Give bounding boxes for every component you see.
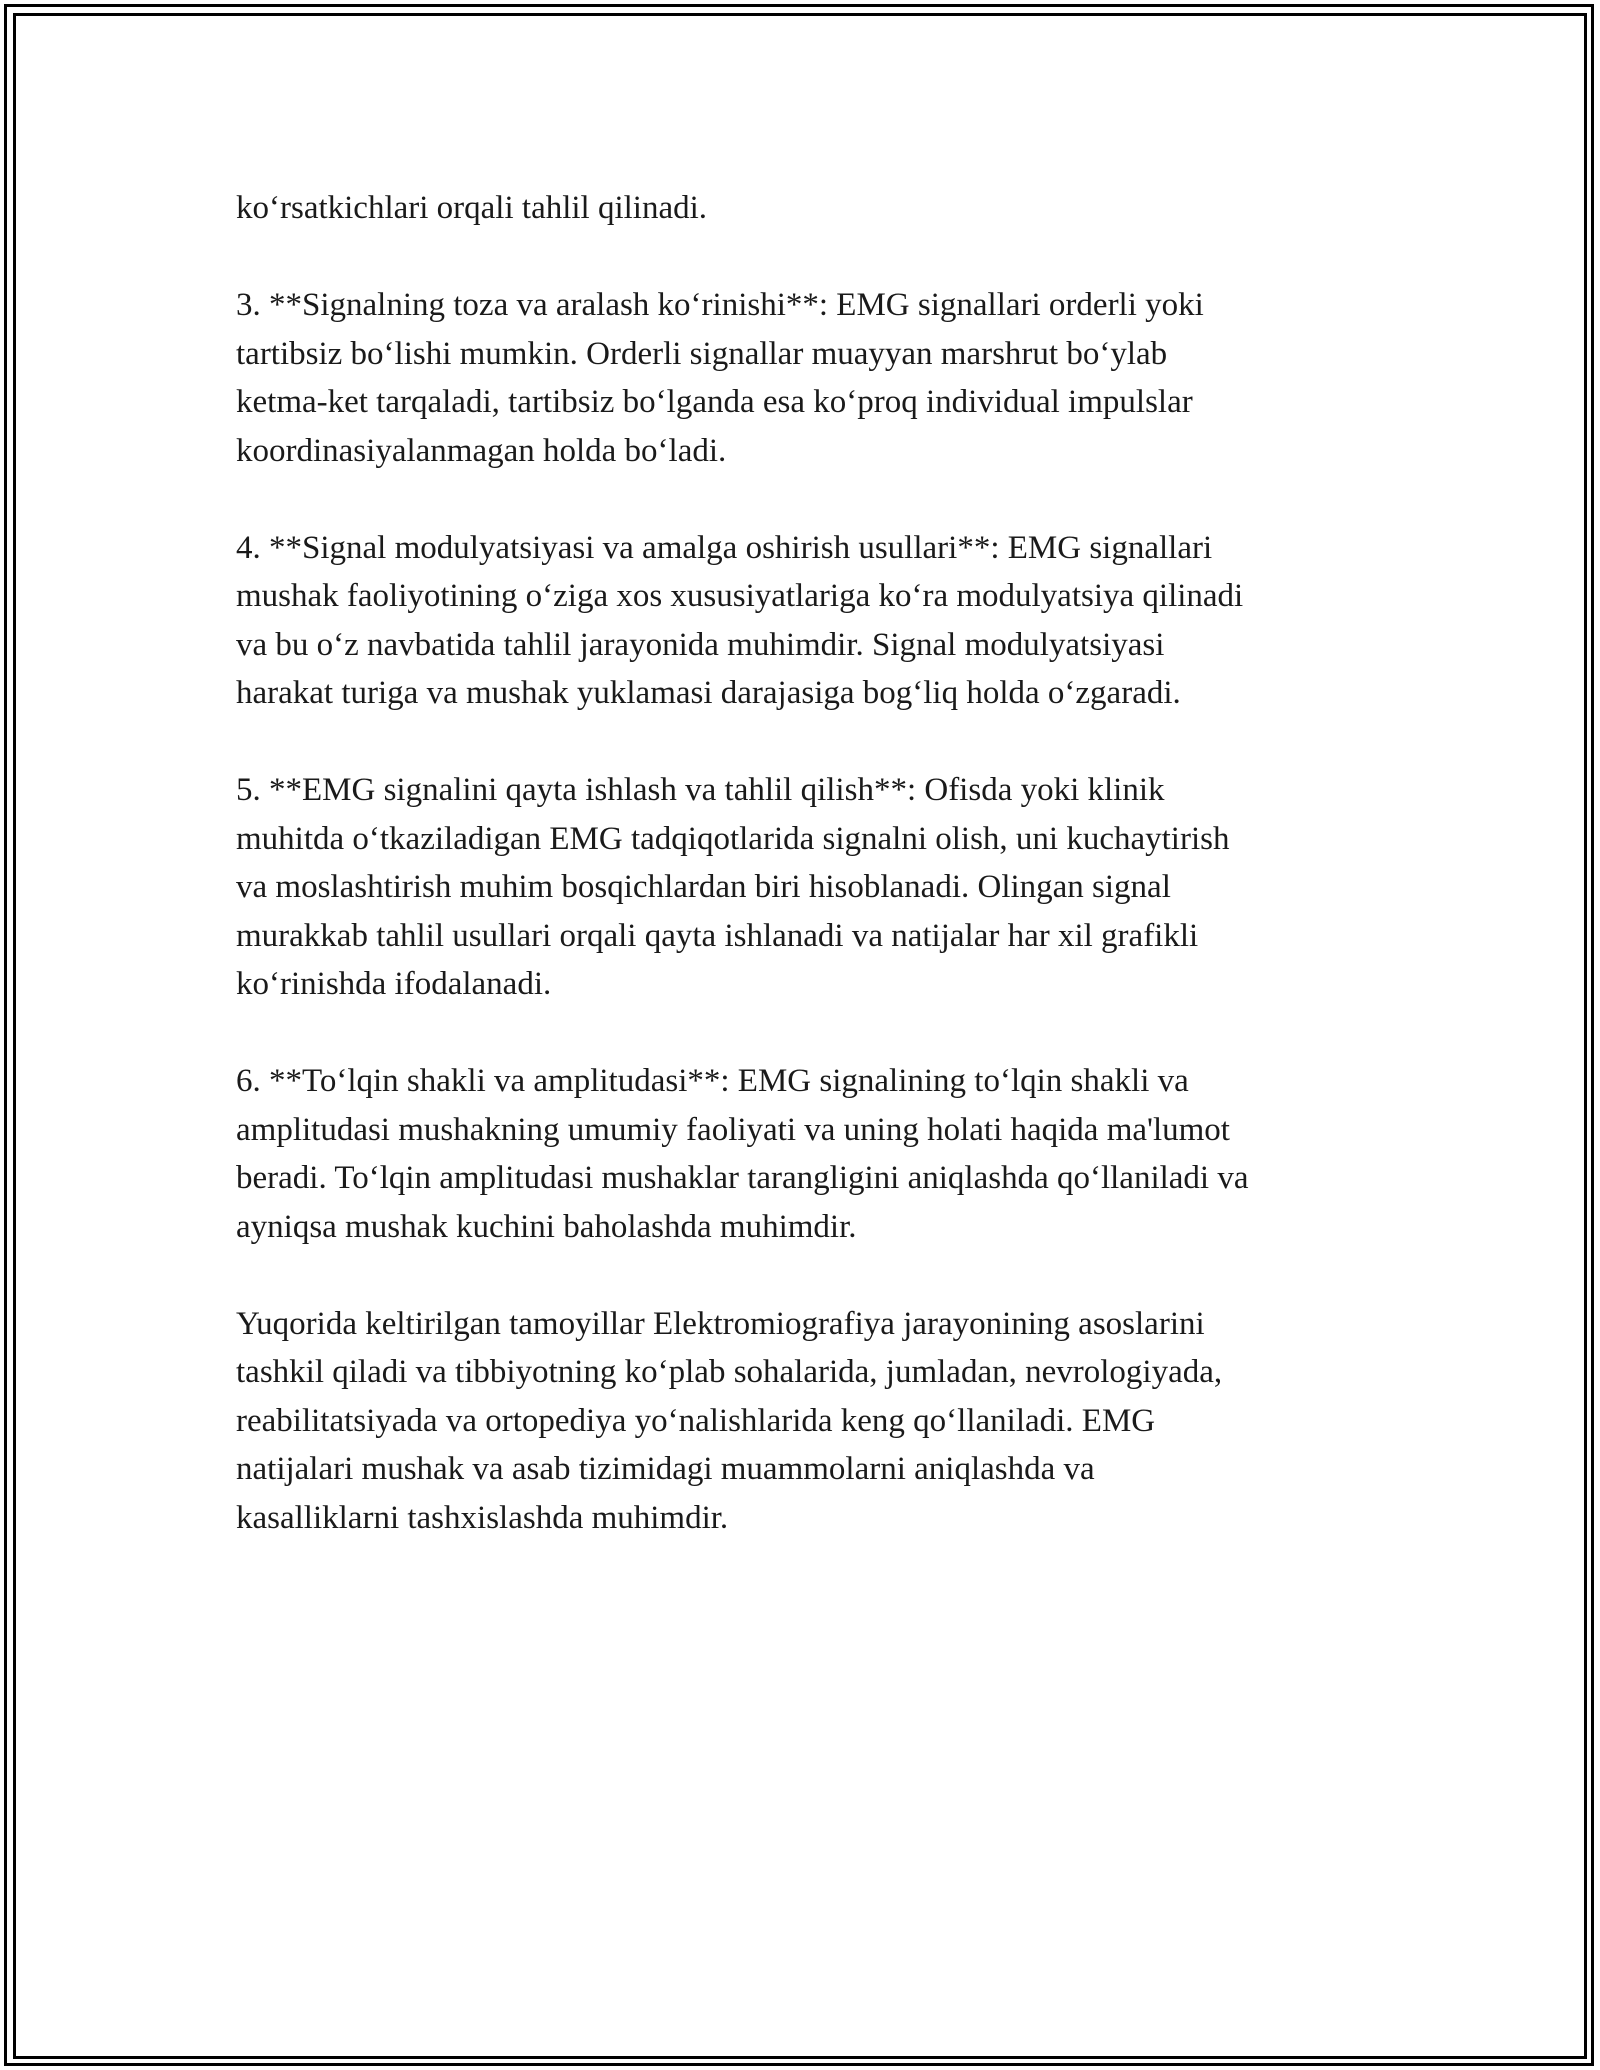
text-line: Yuqorida keltirilgan tamoyillar Elektromiografiya jarayonining asoslarini [236,1305,1205,1342]
text-line: va bu o‘z navbatida tahlil jarayonida muhimdir. Signal modulyatsiyasi [236,626,1165,663]
text-line: tashkil qiladi va tibbiyotning ko‘plab sohalarida, jumladan, nevrologiyada, [236,1354,1223,1390]
text-line: ketma-ket tarqaladi, tartibsiz bo‘lganda esa ko‘proq individual impulslar [236,384,1193,420]
text-line: va moslashtirish muhim bosqichlardan biri hisoblanadi. Olingan signal [236,869,1171,905]
document-body [236,184,1386,1591]
paragraph-item-3 [236,281,1386,475]
text-line: mushak faoliyotining o‘ziga xos xususiyatlariga ko‘ra modulyatsiya qilinadi [236,578,1244,614]
text-line: koordinasiyalanmagan holda bo‘ladi. [236,432,727,469]
text-line: amplitudasi mushakning umumiy faoliyati va uning holati haqida ma'lumot [236,1111,1230,1148]
text-line: natijalari mushak va asab tizimidagi muammolarni aniqlashda va [236,1451,1095,1487]
text-line: tartibsiz bo‘lishi mumkin. Orderli signallar muayyan marshrut bo‘ylab [236,335,1168,372]
text-line: kasalliklarni tashxislashda muhimdir. [236,1499,729,1536]
paragraph-continuation [236,184,1386,233]
text-line: ko‘rinishda ifodalanadi. [236,966,552,1002]
text-line: harakat turiga va mushak yuklamasi darajasiga bog‘liq holda o‘zgaradi. [236,675,1181,711]
paragraph-item-6 [236,1057,1386,1251]
text-line: 3. **Signalning toza va aralash ko‘rinishi**: EMG signallari orderli yoki [236,287,1204,323]
text-line: 5. **EMG signalini qayta ishlash va tahlil qilish**: Ofisda yoki klinik [236,772,1165,808]
text-line: murakkab tahlil usullari orqali qayta ishlanadi va natijalar har xil grafikli [236,917,1199,954]
text-line: 4. **Signal modulyatsiyasi va amalga oshirish usullari**: EMG signallari [236,529,1213,566]
text-line: muhitda o‘tkaziladigan EMG tadqiqotlarida signalni olish, uni kuchaytirish [236,820,1230,857]
text-line: reabilitatsiyada va ortopediya yo‘nalishlarida keng qo‘llaniladi. EMG [236,1402,1156,1439]
text-line: beradi. To‘lqin amplitudasi mushaklar tarangligini aniqlashda qo‘llaniladi va [236,1160,1249,1196]
text-line: ayniqsa mushak kuchini baholashda muhimdir. [236,1208,857,1245]
text-line: 6. **To‘lqin shakli va amplitudasi**: EMG signalining to‘lqin shakli va [236,1063,1189,1099]
text-line: ko‘rsatkichlari orqali tahlil qilinadi. [236,190,708,226]
paragraph-item-4 [236,524,1386,718]
paragraph-item-5 [236,766,1386,1009]
paragraph-conclusion [236,1300,1386,1543]
